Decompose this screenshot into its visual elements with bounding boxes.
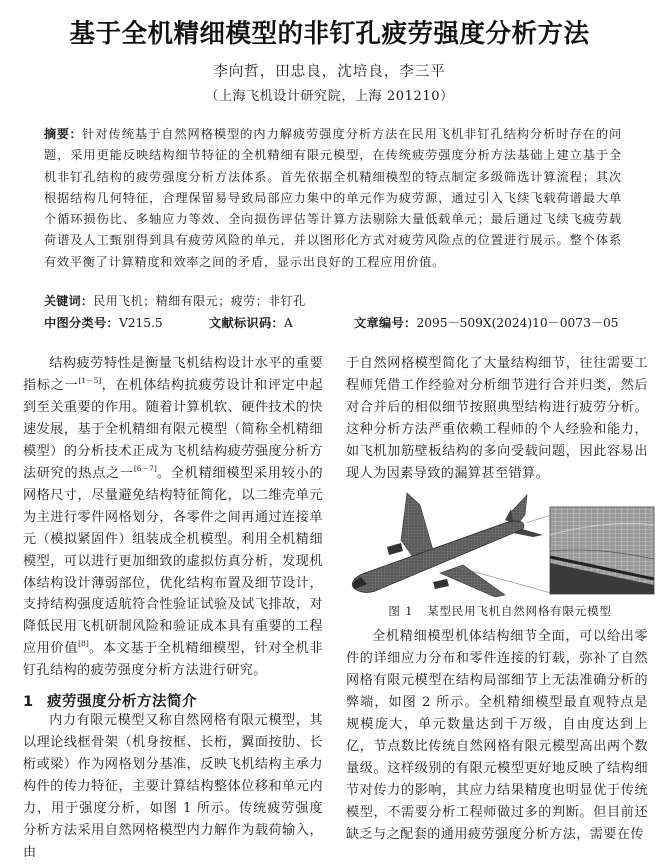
- article-value: 2095－509X(2024)10－0073－05: [416, 316, 619, 330]
- doc-label: 文献标识码：: [209, 316, 284, 330]
- abstract-text: 针对传统基于自然网格模型的内力解疲劳强度分析方法在民用飞机非钉孔结构分析时存在的问题，采用更能反映结构细节特征的全机精细有限元模型，在传统疲劳强度分析方法基础上建立基于全机非钉孔结构的疲劳强度分析方法体系。首先依据全机精细模型的特点制定多级筛选计算流程；其次根据结构几何特征，合理保留易导致局部应力集中的单元作为疲劳源，通过引入飞续飞载荷谱最大单个循环损伤比、多轴应力等效、全向损伤评估等计算方法剔除大量低载单元；最后通过飞续飞疲劳载荷谱及人工甄别得到具有疲劳风险的单元，并以图形化方式对疲劳风险点的位置进行展示。整个体系有效平衡了计算精度和效率之间的矛盾，显示出良好的工程应用价值。: [44, 127, 622, 269]
- text-run: 。全机精细模型采用较小的网格尺寸，尽量避免结构特征简化，以二维壳单元为主进行零件网格划分，各零件之间再通过连接单元（模拟紧固件）组装成全机模型。利用全机精细模型，可以进行更加细致的虚拟仿真分析，发现机体结构设计薄弱部位，优化结构布置及细节设计，支持结构强度适航符合性验证试验及试飞排故，对降低民用飞机研制风险和验证成本具有重要的工程应用价值: [23, 465, 323, 657]
- section-number: 1: [23, 694, 34, 710]
- figure-1-caption: [345, 603, 655, 619]
- clc-value: V215.5: [118, 316, 163, 330]
- clc-number: [44, 314, 163, 331]
- aircraft-model: [352, 493, 543, 597]
- affiliation: （上海飞机设计研究院，上海 201210）: [205, 89, 454, 104]
- clc-label: 中图分类号：: [44, 316, 119, 330]
- document-code: [209, 314, 293, 331]
- intro-paragraph: [23, 353, 323, 682]
- paper-title: 基于全机精细模型的非钉孔疲劳强度分析方法: [69, 19, 590, 49]
- figure-1-aircraft-fe-model: [345, 485, 655, 597]
- section1-paragraph: 内力有限元模型又称自然网格有限元模型，其以理论线框骨架（机身按框、长桁，翼面按肋、长桁或梁）作为网格划分基准，反映飞机结构主承力构件的传力特征，主要计算结构整体位移和单元内力，用于强度分析，如图 1 所示。传统疲劳强度分析方法采用自然网格模型内力解作为载荷输入，由: [23, 713, 323, 860]
- abstract: [44, 124, 622, 273]
- doc-value: A: [283, 316, 293, 330]
- citation[interactable]: [1－5]: [78, 375, 102, 385]
- figure-caption-text: 某型民用飞机自然网格有限元模型: [427, 604, 612, 618]
- section-title: 疲劳强度分析方法简介: [47, 694, 197, 710]
- keywords-label: 关键词：: [44, 294, 94, 308]
- left-column-intro: [23, 353, 323, 682]
- detail-inset: [550, 507, 654, 594]
- text-run: ，在机体结构抗疲劳设计和评定中起到至关重要的作用。随着计算机软、硬件技术的快速发展，基于全机精细有限元模型（简称全机精细模型）的分析技术正成为飞机结构疲劳强度分析方法研究的热点之一: [23, 377, 323, 481]
- text-run: 结构疲劳特性是衡量飞机结构设计水平的重要指标之一: [23, 356, 323, 393]
- left-column-section1: [23, 710, 323, 864]
- text-run: 。本文基于全机精细模型，针对全机非钉孔结构的疲劳强度分析方法进行研究。: [23, 641, 323, 679]
- citation[interactable]: [6－7]: [133, 463, 157, 473]
- fine-model-paragraph: 全机精细模型机体结构细节全面，可以给出零件的详细应力分布和零件连接的钉载，弥补了自然网格有限元模型在结构局部细节上无法准确分析的弊端，如图 2 所示。全机精细模型最直观特点是规模庞大，单元数量达到千万级，自由度达到上亿，节点数比传统自然网格有限元模型高出两个数量级。这样级别的有限元模型更好地反映了结构细节对传力的影响，其应力结果精度也明显优于传统模型，不需要分析工程师做过多的判断。但目前还缺乏与之配套的通用疲劳强度分析方法，需要在传: [346, 629, 648, 842]
- article-number: [354, 314, 619, 331]
- authors: 李向哲，田忠良，沈培良，李三平: [213, 64, 446, 80]
- citation[interactable]: [8]: [78, 639, 89, 649]
- right-column-bottom: [346, 626, 648, 846]
- article-label: 文章编号：: [354, 316, 417, 330]
- abstract-label: 摘要：: [44, 127, 83, 141]
- figure-number: 图 1: [388, 604, 414, 618]
- right-column-top: [346, 353, 648, 485]
- section-heading: [23, 690, 197, 711]
- continued-paragraph: 于自然网格模型简化了大量结构细节，往往需要工程师凭借工作经验对分析细节进行合并归类，然后对合并后的相似细节按照典型结构进行疲劳分析。这种分析方法严重依赖工程师的个人经验和能力，如飞机加筋壁板结构的多向受载问题，因此容易出现人为因素导致的漏算甚至错算。: [346, 356, 648, 481]
- keywords: [44, 292, 306, 309]
- keywords-text: 民用飞机；精细有限元；疲劳；非钉孔: [93, 294, 306, 308]
